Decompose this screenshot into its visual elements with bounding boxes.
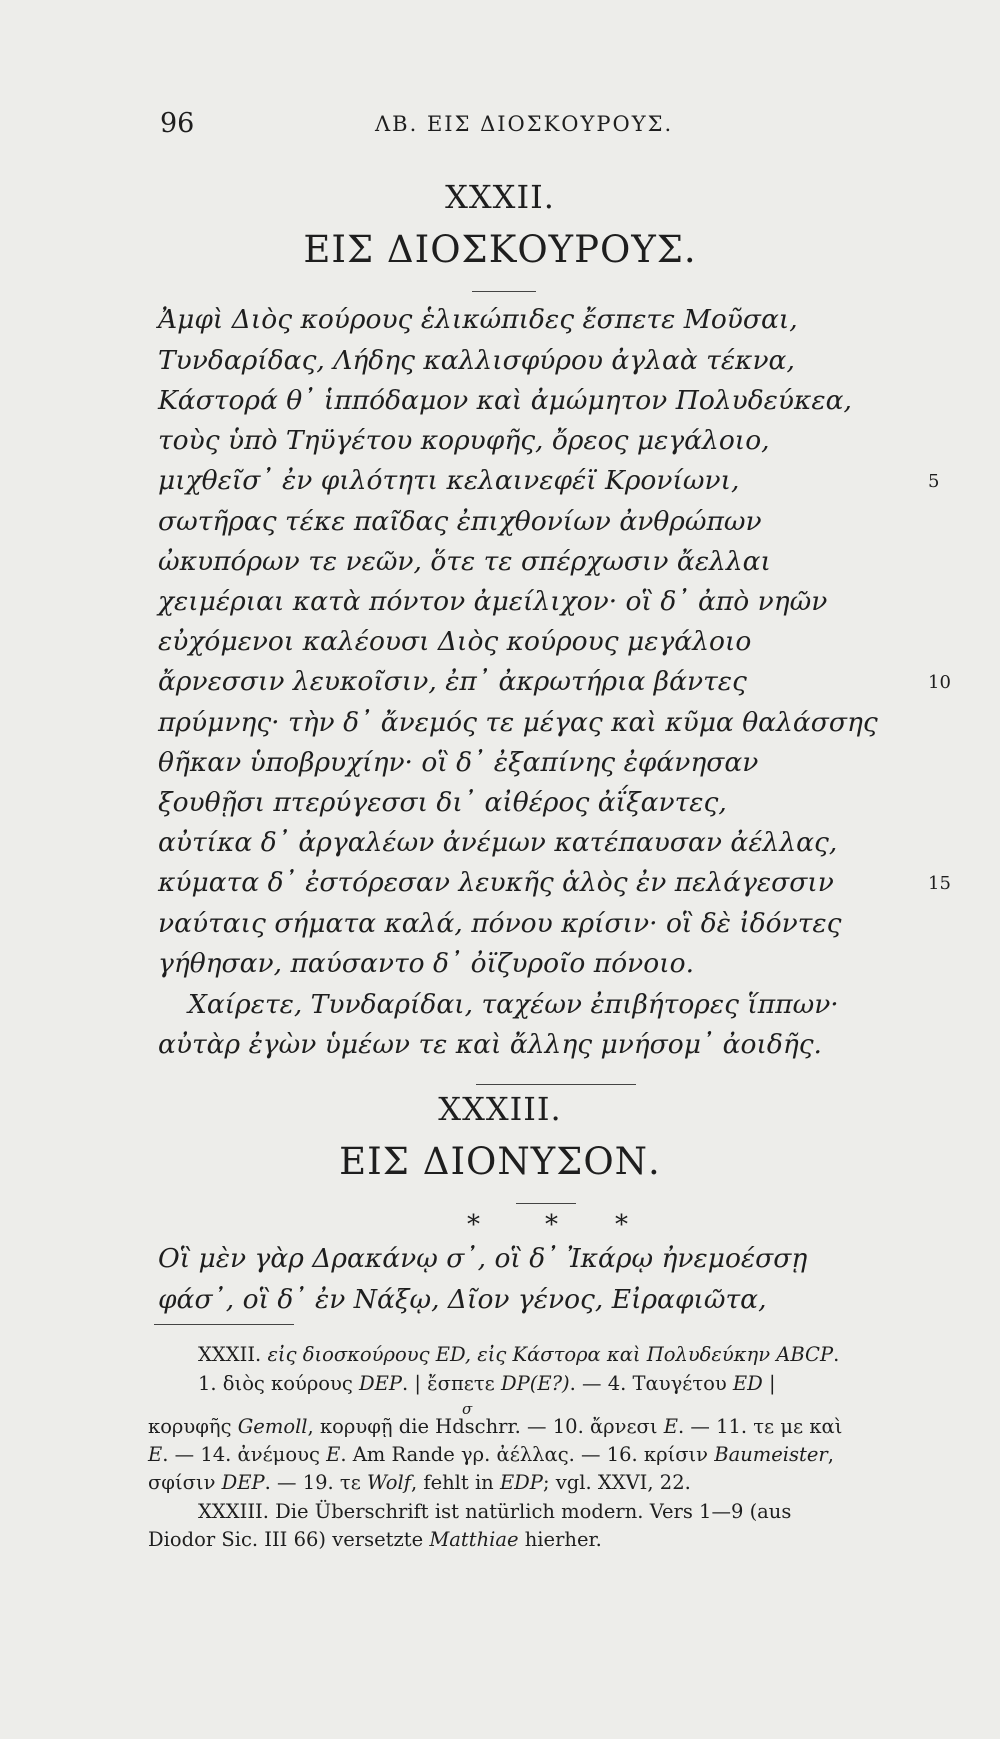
verse-line: σωτῆρας τέκε παῖδας ἐπιχθονίων ἀνθρώπων [158,506,762,537]
apparatus-line: XXXII. εἰς διοσκούρους ED, εἰς Κάστορα καὶ Πολυδεύκην ABCP. [198,1343,840,1366]
title-rule [472,291,536,292]
verse-line: ὠκυπόρων τε νεῶν, ὅτε τε σπέρχωσιν ἄελλαι [158,546,771,577]
hymn-32-title: ΕΙΣ ΔΙΟΣΚΟΥΡΟΥΣ. [303,228,697,271]
apparatus-superscript: σ [462,1400,473,1418]
hymn-33-numeral: XXXIII. [438,1090,562,1128]
verse-line: Κάστορά θ᾽ ἱππόδαμον καὶ ἀμώμητον Πολυδεύκεα, [158,385,852,416]
verse-line: χειμέριαι κατὰ πόντον ἀμείλιχον· οἳ δ᾽ ἀπὸ νηῶν [158,586,828,617]
verse-line: θῆκαν ὑποβρυχίην· οἳ δ᾽ ἐξαπίνης ἐφάνησαν [158,747,759,778]
verse-line: ἄρνεσσιν λευκοῖσιν, ἐπ᾽ ἀκρωτήρια βάντες [158,666,747,697]
verse-line: μιχθεῖσ᾽ ἐν φιλότητι κελαινεφέϊ Κρονίωνι, [158,465,740,496]
line-number: 15 [928,873,951,894]
lacuna-star: * [545,1210,558,1240]
section-rule [476,1084,636,1085]
hymn-32-numeral: XXXII. [445,178,555,216]
verse-line: εὐχόμενοι καλέουσι Διὸς κούρους μεγάλοιο [158,626,752,657]
apparatus-line: Diodor Sic. III 66) versetzte Matthiae hierher. [148,1528,602,1551]
verse-line: τοὺς ὑπὸ Τηϋγέτου κορυφῆς, ὄρεος μεγάλοιο, [158,425,770,456]
apparatus-line: 1. διὸς κούρους DEP. | ἔσπετε DP(E?). — 4. Ταυγέτου ED | [198,1372,776,1395]
verse-line: ναύταις σήματα καλά, πόνου κρίσιν· οἳ δὲ ἰδόντες [158,908,842,939]
apparatus-line: κορυφῆς Gemoll, κορυφῇ die Hdschrr. — 10. ἄρνεσι E. — 11. τε με καὶ [148,1415,843,1438]
footnote-rule [154,1324,294,1325]
verse-line: Τυνδαρίδας, Λήδης καλλισφύρου ἀγλαὰ τέκνα, [158,345,795,376]
verse-line: πρύμνης· τὴν δ᾽ ἄνεμός τε μέγας καὶ κῦμα θαλάσσης [158,707,878,738]
page-number: 96 [160,108,195,139]
running-title: ΛΒ. ΕΙΣ ΔΙΟΣΚΟΥΡΟΥΣ. [375,112,674,136]
apparatus-line: σφίσιν DEP. — 19. τε Wolf, fehlt in EDP; vgl. XXVI, 22. [148,1471,691,1494]
verse-line: Ἀμφὶ Διὸς κούρους ἑλικώπιδες ἔσπετε Μοῦσαι, [158,304,798,335]
verse-line: γήθησαν, παύσαντο δ᾽ ὀϊζυροῖο πόνοιο. [158,948,694,979]
verse-line: αὐτὰρ ἐγὼν ὑμέων τε καὶ ἄλλης μνήσομ᾽ ἀοιδῆς. [158,1029,822,1060]
verse-line: Οἳ μὲν γὰρ Δρακάνῳ σ᾽, οἳ δ᾽ Ἰκάρῳ ἠνεμοέσσῃ [158,1243,808,1274]
apparatus-line: E. — 14. ἀνέμους E. Am Rande γρ. ἀέλλας. — 16. κρίσιν Baumeister, [148,1443,834,1466]
verse-line: αὐτίκα δ᾽ ἀργαλέων ἀνέμων κατέπαυσαν ἀέλλας, [158,827,838,858]
running-head [160,108,820,138]
lacuna-star: * [467,1210,480,1240]
verse-line: Χαίρετε, Τυνδαρίδαι, ταχέων ἐπιβήτορες ἵππων· [188,989,839,1020]
verse-line: κύματα δ᾽ ἐστόρεσαν λευκῆς ἁλὸς ἐν πελάγεσσιν [158,867,834,898]
lacuna-stars [0,1210,1000,1238]
verse-line: ξουθῇσι πτερύγεσσι δι᾽ αἰθέρος ἀΐξαντες, [158,787,727,818]
line-number: 5 [928,471,940,492]
hymn-33-title: ΕΙΣ ΔΙΟΝΥΣΟΝ. [339,1140,661,1183]
verse-line: φάσ᾽, οἳ δ᾽ ἐν Νάξῳ, Δῖον γένος, Εἰραφιῶτα, [158,1284,767,1315]
apparatus-line: XXXIII. Die Überschrift ist natürlich modern. Vers 1—9 (aus [198,1500,792,1523]
lacuna-star: * [615,1210,628,1240]
title-rule [516,1203,576,1204]
line-number: 10 [928,672,951,693]
